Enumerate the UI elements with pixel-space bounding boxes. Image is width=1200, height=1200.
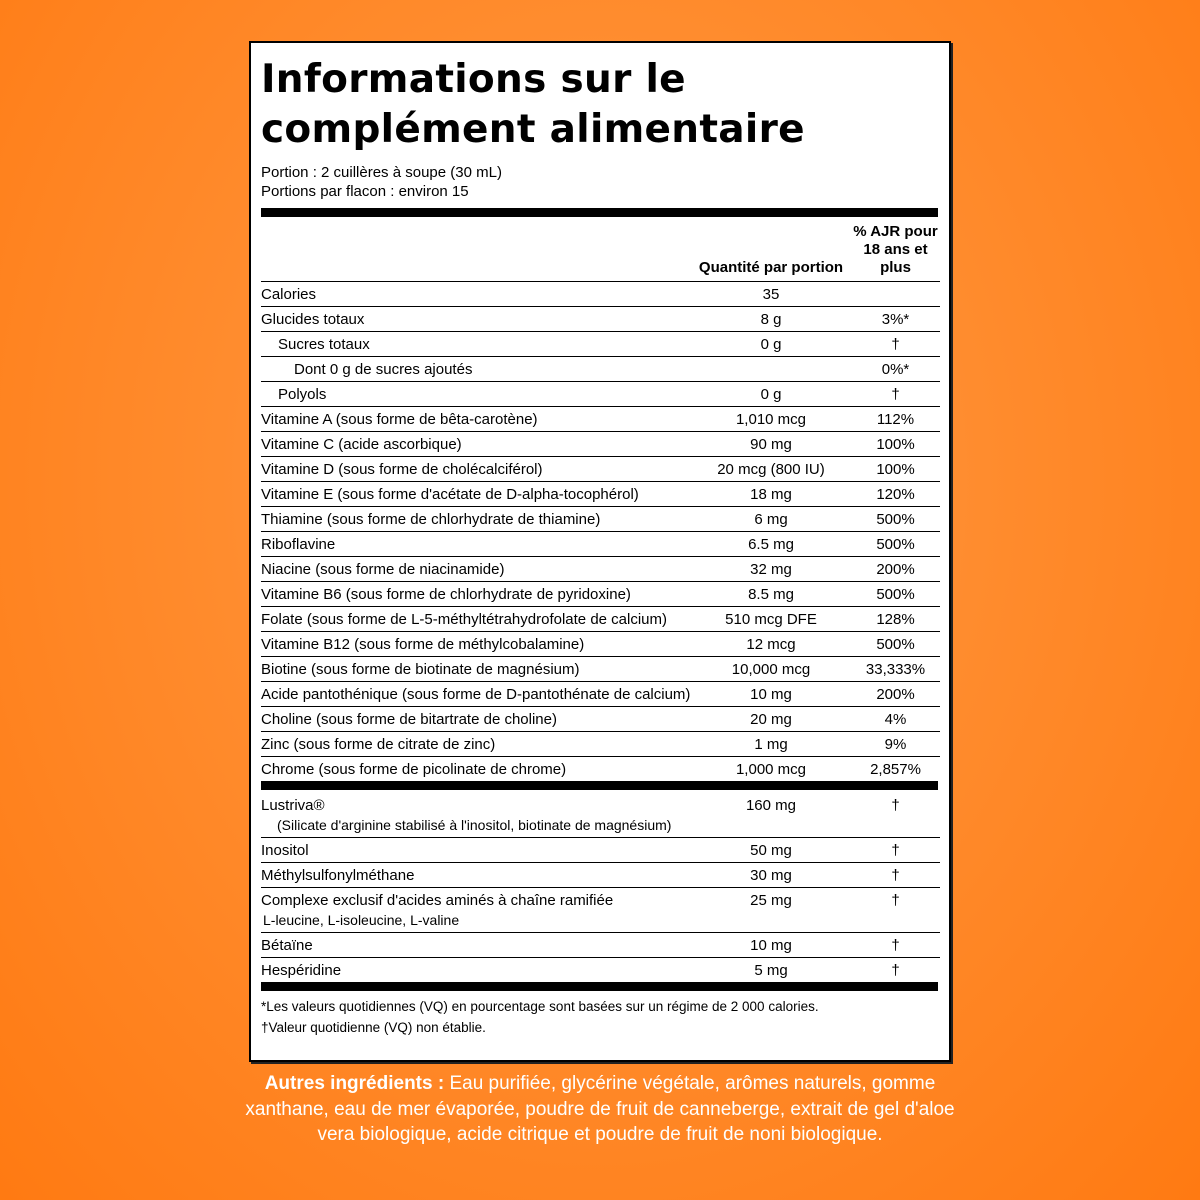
nutrient-amount: 20 mcg (800 IU)	[691, 457, 851, 482]
other-ingredients	[230, 1071, 970, 1148]
other-nutrient-dv: †	[851, 888, 940, 933]
nutrient-rows	[261, 282, 940, 782]
nutrient-dv: 500%	[851, 632, 940, 657]
nutrient-row	[261, 457, 940, 482]
nutrient-dv: 100%	[851, 457, 940, 482]
other-nutrient-name: Lustriva®	[261, 797, 325, 814]
nutrient-name: Vitamine B12 (sous forme de méthylcobalamine)	[261, 632, 691, 657]
other-nutrient-cell	[261, 888, 691, 933]
nutrient-name: Vitamine A (sous forme de bêta-carotène)	[261, 407, 691, 432]
nutrient-name: Chrome (sous forme de picolinate de chrome)	[261, 761, 567, 778]
other-nutrient-dv: †	[851, 933, 940, 958]
nutrient-name: Acide pantothénique (sous forme de D-pantothénate de calcium)	[261, 682, 691, 707]
nutrient-dv: 100%	[851, 432, 940, 457]
nutrient-row	[261, 357, 940, 382]
nutrient-dv: 4%	[851, 707, 940, 732]
nutrient-dv: 128%	[851, 607, 940, 632]
nutrient-name: Niacine (sous forme de niacinamide)	[261, 557, 691, 582]
nutrient-dv	[851, 282, 940, 307]
other-ingredients-label: Autres ingrédients :	[264, 1073, 445, 1094]
other-nutrient-amount: 10 mg	[691, 933, 851, 958]
nutrient-dv: 120%	[851, 482, 940, 507]
nutrient-dv: 0%*	[851, 357, 940, 382]
nutrient-amount: 0 g	[691, 332, 851, 357]
nutrient-row	[261, 482, 940, 507]
other-nutrient-amount: 5 mg	[754, 962, 788, 979]
nutrient-row	[261, 632, 940, 657]
nutrient-amount: 20 mg	[691, 707, 851, 732]
other-nutrient-row	[261, 863, 940, 888]
footnote-dv-basis: *Les valeurs quotidiennes (VQ) en pourcentage sont basées sur un régime de 2 000 calories.	[261, 999, 819, 1014]
nutrient-name: Vitamine B6 (sous forme de chlorhydrate de pyridoxine)	[261, 582, 691, 607]
header-blank	[261, 217, 691, 282]
nutrient-row	[261, 382, 940, 407]
nutrient-dv: †	[851, 332, 940, 357]
other-nutrient-amount: 30 mg	[691, 863, 851, 888]
nutrient-name: Glucides totaux	[261, 307, 691, 332]
nutrient-row	[261, 407, 940, 432]
nutrient-name: Dont 0 g de sucres ajoutés	[261, 357, 691, 382]
nutrient-amount: 510 mcg DFE	[691, 607, 851, 632]
nutrient-row	[261, 282, 940, 307]
nutrient-name: Vitamine C (acide ascorbique)	[261, 432, 691, 457]
nutrient-amount: 0 g	[691, 382, 851, 407]
nutrient-amount: 35	[691, 282, 851, 307]
other-nutrient-detail: (Silicate d'arginine stabilisé à l'inositol, biotinate de magnésium)	[277, 817, 672, 833]
nutrient-name: Riboflavine	[261, 532, 691, 557]
other-nutrient-dv: †	[851, 790, 940, 838]
panel-title-line2: complément alimentaire	[261, 107, 805, 152]
nutrient-row	[261, 732, 940, 757]
nutrient-amount: 90 mg	[691, 432, 851, 457]
other-nutrient-name: Bétaïne	[261, 937, 313, 954]
nutrient-row	[261, 707, 940, 732]
footnote-dv-not-established: †Valeur quotidienne (VQ) non établie.	[261, 1020, 486, 1035]
nutrient-name: Sucres totaux	[261, 332, 691, 357]
other-nutrient-rows	[261, 790, 940, 982]
other-nutrient-cell	[261, 933, 691, 958]
panel-title-line1: Informations sur le	[261, 57, 686, 102]
footnotes	[261, 996, 938, 1038]
other-nutrient-cell	[261, 958, 691, 983]
nutrient-name: Thiamine (sous forme de chlorhydrate de thiamine)	[261, 507, 691, 532]
nutrient-name: Choline (sous forme de bitartrate de choline)	[261, 707, 691, 732]
nutrient-amount: 1 mg	[691, 732, 851, 757]
nutrient-dv: †	[851, 382, 940, 407]
divider-thick-bottom	[261, 982, 938, 991]
other-nutrient-dv: †	[891, 962, 900, 979]
nutrient-amount: 12 mcg	[691, 632, 851, 657]
other-nutrient-amount: 160 mg	[691, 790, 851, 838]
nutrient-row	[261, 332, 940, 357]
other-nutrient-cell	[261, 838, 691, 863]
other-nutrient-name: Méthylsulfonylméthane	[261, 867, 415, 884]
nutrient-dv: 200%	[851, 557, 940, 582]
nutrient-name: Polyols	[261, 382, 691, 407]
nutrient-dv: 200%	[851, 682, 940, 707]
other-nutrient-row	[261, 958, 940, 983]
servings-per-container: Portions par flacon : environ 15	[261, 183, 469, 200]
supplement-facts-panel	[249, 41, 951, 1062]
header-amount: Quantité par portion	[691, 217, 851, 282]
nutrient-dv: 9%	[851, 732, 940, 757]
nutrient-amount: 18 mg	[691, 482, 851, 507]
nutrient-name: Vitamine E (sous forme d'acétate de D-alpha-tocophérol)	[261, 482, 691, 507]
nutrient-name: Calories	[261, 282, 691, 307]
nutrient-dv: 112%	[851, 407, 940, 432]
nutrient-name: Folate (sous forme de L-5-méthyltétrahydrofolate de calcium)	[261, 607, 691, 632]
other-nutrient-row	[261, 838, 940, 863]
table-header-row	[261, 217, 940, 282]
nutrient-amount: 32 mg	[691, 557, 851, 582]
nutrient-amount: 6 mg	[691, 507, 851, 532]
other-nutrient-name: Inositol	[261, 842, 309, 859]
divider-thick-middle	[261, 781, 938, 790]
nutrient-row	[261, 657, 940, 682]
nutrient-amount: 6.5 mg	[691, 532, 851, 557]
nutrient-row	[261, 557, 940, 582]
other-nutrient-row	[261, 790, 940, 838]
other-nutrient-detail: L-leucine, L-isoleucine, L-valine	[263, 912, 460, 928]
nutrient-row	[261, 532, 940, 557]
panel-title	[261, 55, 938, 155]
other-nutrient-amount: 25 mg	[691, 888, 851, 933]
other-nutrient-dv: †	[851, 863, 940, 888]
nutrient-amount: 10 mg	[691, 682, 851, 707]
other-nutrient-name: Hespéridine	[261, 962, 342, 979]
other-nutrient-row	[261, 888, 940, 933]
nutrients-table	[261, 217, 940, 781]
other-ingredients-text: Eau purifiée, glycérine végétale, arômes naturels, gomme xanthane, eau de mer évaporée, poudre de fruit de canneberge, extrait de gel d'aloe vera biologique, acide citrique et poudre de fruit de noni biologique.	[245, 1073, 955, 1145]
nutrient-row	[261, 757, 940, 782]
nutrient-dv: 500%	[851, 532, 940, 557]
other-nutrient-name: Complexe exclusif d'acides aminés à chaîne ramifiée	[261, 892, 614, 909]
nutrient-row	[261, 307, 940, 332]
divider-thick	[261, 208, 938, 217]
nutrient-row	[261, 507, 940, 532]
nutrient-row	[261, 682, 940, 707]
other-nutrient-row	[261, 933, 940, 958]
other-nutrients-table	[261, 790, 940, 982]
nutrient-row	[261, 607, 940, 632]
nutrient-amount: 1,000 mcg	[735, 761, 807, 778]
other-nutrient-cell	[261, 863, 691, 888]
nutrient-row	[261, 582, 940, 607]
nutrient-name: Biotine (sous forme de biotinate de magnésium)	[261, 657, 691, 682]
other-nutrient-amount: 50 mg	[691, 838, 851, 863]
header-dv: % AJR pour 18 ans et plus	[851, 217, 940, 282]
nutrient-dv: 500%	[851, 582, 940, 607]
nutrient-amount: 1,010 mcg	[691, 407, 851, 432]
nutrient-amount: 8.5 mg	[691, 582, 851, 607]
nutrient-amount	[691, 357, 851, 382]
nutrient-dv: 3%*	[851, 307, 940, 332]
nutrient-amount: 10,000 mcg	[691, 657, 851, 682]
nutrient-row	[261, 432, 940, 457]
nutrient-dv: 500%	[851, 507, 940, 532]
other-nutrient-dv: †	[851, 838, 940, 863]
nutrient-dv: 33,333%	[851, 657, 940, 682]
nutrient-name: Zinc (sous forme de citrate de zinc)	[261, 732, 691, 757]
nutrient-dv: 2,857%	[870, 761, 921, 778]
nutrient-amount: 8 g	[691, 307, 851, 332]
nutrient-name: Vitamine D (sous forme de cholécalciférol)	[261, 457, 691, 482]
serving-size: Portion : 2 cuillères à soupe (30 mL)	[261, 164, 502, 181]
other-nutrient-cell	[261, 790, 691, 838]
